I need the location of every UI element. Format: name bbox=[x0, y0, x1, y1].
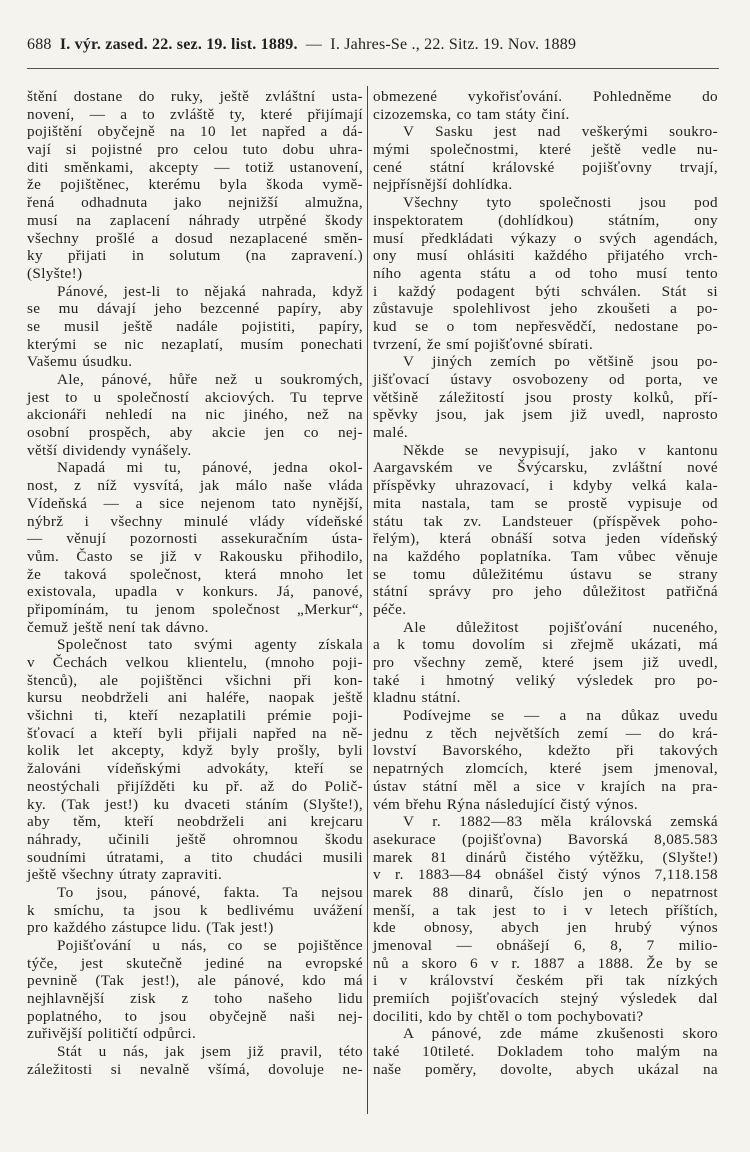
text-line: Společnost tato svými agenty získala bbox=[57, 636, 363, 654]
text-line: záležitosti si nevalně všímá, dovoluje ne- bbox=[27, 1060, 363, 1078]
text-line: osobní prospěch, aby akcie jen co nej- bbox=[27, 424, 363, 442]
text-line: mými společnostmi, které ještě vedle nu- bbox=[373, 141, 718, 159]
paragraph bbox=[373, 1025, 718, 1078]
text-line: na každého poplatníka. Tam vůbec věnuje bbox=[373, 547, 718, 565]
text-line: příspěvky uhrazovací, i kdyby velká kala- bbox=[373, 477, 718, 495]
text-line: marek 81 dinárů čistého výtěžku, (Slyšte!) bbox=[373, 848, 718, 866]
text-line: ního agenta státu a od toho musí tento bbox=[373, 264, 718, 282]
text-line: většině záležitostí jsou prosty kolků, pří- bbox=[373, 388, 718, 406]
text-line: Podívejme se — a na důkaz uvedu bbox=[403, 707, 718, 725]
text-line: pro všechny země, které jsem již uvedl, bbox=[373, 654, 718, 671]
text-line: diti směnkami, akcepty — totiž ustanovení, bbox=[27, 158, 363, 176]
text-line: novení, — a to zvláště ty, které přijímají bbox=[27, 105, 363, 123]
text-line: A pánové, zde máme zkušenosti skoro bbox=[403, 1025, 718, 1043]
running-header bbox=[27, 36, 717, 58]
header-czech: I. výr. zased. 22. sez. 19. list. 1889. bbox=[59, 36, 298, 53]
text-line: ony musí ohlásiti každého přijatého vrch- bbox=[373, 247, 718, 265]
text-line: spěvky jsou, jak jsem již uvedl, naprosto bbox=[373, 406, 718, 424]
page-number: 688 bbox=[27, 36, 52, 53]
text-line: Vašemu úsudku. bbox=[27, 353, 133, 371]
paragraph bbox=[27, 88, 363, 283]
text-line: vém břehu Rýna následující čistý výnos. bbox=[373, 795, 638, 813]
text-line: větší dividendy vynášely. bbox=[27, 441, 192, 459]
text-line: mita nastala, tam se prostě vypisuje od bbox=[373, 494, 718, 512]
text-line: marek 88 dinarů, číslo jen o nepatrnost bbox=[373, 883, 718, 901]
text-line: i každý podagent býti schválen. Stát si bbox=[373, 282, 718, 300]
text-line: péče. bbox=[373, 600, 407, 618]
paragraph bbox=[373, 813, 718, 1025]
paragraph bbox=[373, 442, 718, 619]
text-line: i v království českém při tak nízkých bbox=[373, 972, 718, 990]
text-line: menší, a tak jest to i v letech příštích, bbox=[373, 901, 718, 919]
text-line: Všechny tyto společnosti jsou pod bbox=[403, 194, 718, 212]
text-line: ústav státní měl a sice v krajích na pra- bbox=[373, 777, 718, 795]
text-line: kladnu státní. bbox=[373, 689, 461, 707]
text-line: všichni ti, kteří nezaplatili prémie poji- bbox=[27, 707, 363, 725]
text-line: vají si pojistné pro celou tuto dobu uhra- bbox=[27, 141, 363, 159]
text-line: vům. Často se již v Rakousku přihodilo, bbox=[27, 547, 363, 565]
text-line: všechny prošlé a dosud nezaplacené směn- bbox=[27, 229, 363, 247]
paragraph bbox=[373, 353, 718, 441]
text-line: naše poměry, dovolte, abych ukázal na bbox=[373, 1060, 718, 1078]
text-line: Aargavském ve Švýcarsku, zvláštní nové bbox=[373, 459, 718, 477]
text-line: obmezené vykořisťování. Pohledněme do bbox=[373, 88, 718, 105]
text-line: inspektoratem (dohlídkou) státním, ony bbox=[373, 211, 718, 229]
paragraph bbox=[27, 937, 363, 1043]
text-line: šťovací a kteří byli přijali napřed na ně- bbox=[27, 724, 363, 742]
text-line: a k tomu dovolím si zřejmě ukázati, má bbox=[373, 636, 718, 654]
text-line: To jsou, pánové, fakta. Ta nejsou bbox=[57, 883, 363, 901]
paragraph bbox=[27, 1043, 363, 1078]
text-line: kud se o tom nepřesvědčí, nedostane po- bbox=[373, 317, 718, 335]
text-line: se mu dávají jeho bezcenné papíry, aby bbox=[27, 300, 363, 318]
text-line: musí předkládati výkazy o svých agendách, bbox=[373, 229, 718, 247]
text-line: náhrady, učinili ještě ohromnou škodu bbox=[27, 830, 363, 848]
text-line: V Sasku jest nad veškerými soukro- bbox=[403, 123, 718, 141]
text-line: pevnině (Tak jest!), ale pánové, kdo má bbox=[27, 972, 363, 990]
text-line: dociliti, kdo by chtěl o tom pochybovati? bbox=[373, 1007, 644, 1025]
text-line: Pojišťování u nás, co se pojištěnce bbox=[57, 937, 363, 954]
text-line: nejpřísnější dohlídka. bbox=[373, 176, 513, 194]
text-line: štění dostane do ruky, ještě zvláštní usta- bbox=[27, 88, 363, 105]
text-line: Stát u nás, jak jsem již pravil, této bbox=[57, 1043, 363, 1061]
text-line: poplatného, to jsou obyčejně naši nej- bbox=[27, 1007, 363, 1025]
text-line: Pánové, jest-li to nějaká nahrada, když bbox=[57, 282, 363, 300]
text-line: Ale, pánové, hůře než u soukromých, bbox=[57, 371, 363, 388]
text-line: Vídeňská — a sice nejenom tato nynější, bbox=[27, 494, 363, 512]
text-line: štenců), ale pojištěnci všichni při kon- bbox=[27, 671, 363, 689]
text-line: zuřivější političtí odpůrci. bbox=[27, 1025, 197, 1043]
header-rule bbox=[27, 68, 719, 69]
text-line: se musil ještě nadále pojistiti, papíry, bbox=[27, 317, 363, 335]
text-line: (Slyšte!) bbox=[27, 264, 83, 282]
text-line: že pojištěnec, kterému byla škoda vymě- bbox=[27, 176, 363, 194]
text-line: nost, z níž vysvítá, jak málo naše vláda bbox=[27, 477, 363, 495]
text-line: jišťovací ústavy osvobozeny od porta, ve bbox=[373, 371, 718, 388]
text-line: řelým), která obnáší sotva jeden vídeňský bbox=[373, 530, 718, 548]
paragraph bbox=[27, 459, 363, 636]
text-line: kterými se nic nezaplatí, musím ponechati bbox=[27, 335, 363, 353]
text-line: ještě všechny útraty zapraviti. bbox=[27, 866, 223, 884]
text-line: jednu z těch největších zemí — do krá- bbox=[373, 724, 718, 742]
column-divider bbox=[367, 86, 368, 1114]
text-line: Ale důležitost pojišťování nuceného, bbox=[403, 618, 718, 636]
text-line: musí na zaplacení náhrady utrpěné škody bbox=[27, 211, 363, 229]
right-column bbox=[373, 88, 718, 1079]
paragraph bbox=[27, 371, 363, 459]
text-line: nýbrž i všechny minulé vlády vídeňské bbox=[27, 512, 363, 530]
text-line: žalováni vídeňskými advokáty, kteří se bbox=[27, 760, 363, 778]
left-column bbox=[27, 88, 363, 1079]
text-line: kolik let akcepty, když byly prošly, byli bbox=[27, 742, 363, 760]
text-line: cené státní královské pojišťovny trvají, bbox=[373, 158, 718, 176]
text-line: tvrzení, že smí pojišťovné sbírati. bbox=[373, 335, 594, 353]
text-line: ky. (Tak jest!) ku dvaceti stáním (Slyšte!), bbox=[27, 795, 363, 813]
text-line: lovství Bavorského, kdežto při takových bbox=[373, 742, 718, 760]
text-line: V r. 1882—83 měla královská zemská bbox=[403, 813, 718, 831]
text-line: zůstavuje spolehlivost jeho zkoušeti a po- bbox=[373, 300, 718, 318]
paragraph bbox=[373, 88, 718, 123]
text-line: Napadá mi tu, pánové, jedna okol- bbox=[57, 459, 363, 477]
text-line: že taková společnost, která mnoho let bbox=[27, 565, 363, 583]
text-line: jmenoval — obnášejí 6, 8, 7 milio- bbox=[373, 937, 718, 954]
text-line: neostýchali přijížděti ku př. až do Polič- bbox=[27, 777, 363, 795]
text-line: ky přijati in solutum (na zapravení.) bbox=[27, 247, 363, 265]
text-line: malé. bbox=[373, 424, 409, 442]
text-line: státu tak zv. Landsteuer (příspěvek poho- bbox=[373, 512, 718, 530]
text-line: akcionáři nehledí na nic jiného, než na bbox=[27, 406, 363, 424]
paragraph bbox=[373, 123, 718, 194]
text-line: v Čechách velkou klientelu, (mnoho poji- bbox=[27, 654, 363, 671]
text-line: čemuž ještě není tak dávno. bbox=[27, 618, 209, 636]
text-line: pro každého zástupce lidu. (Tak jest!) bbox=[27, 919, 274, 937]
paragraph bbox=[373, 619, 718, 707]
text-line: řená odhadnuta jako nejnižší almužna, bbox=[27, 194, 363, 212]
text-line: existovala, upadla v konkurs. Já, panové, bbox=[27, 583, 363, 601]
header-separator: — bbox=[305, 36, 323, 53]
text-line: V jiných zemích po většině jsou po- bbox=[403, 353, 718, 371]
paragraph bbox=[373, 194, 718, 353]
text-line: nepatrných zlomcích, které jsem jmenoval, bbox=[373, 760, 718, 778]
text-line: také i hmotný veliký výsledek pro po- bbox=[373, 671, 718, 689]
text-line: nů a skoro 6 v r. 1887 a 1888. Že by se bbox=[373, 954, 718, 972]
paragraph bbox=[373, 707, 718, 813]
text-line: týče, jest skutečně jediné na evropské bbox=[27, 954, 363, 972]
paragraph bbox=[27, 884, 363, 937]
text-line: k smíchu, ta jsou k bedlivému uvážení bbox=[27, 901, 363, 919]
text-line: v r. 1883—84 obnášel čistý výnos 7,118.158 bbox=[373, 866, 718, 884]
text-line: kde obnosy, abych jen hrubý výnos bbox=[373, 919, 718, 937]
text-line: Někde se nevypisují, jako v kantonu bbox=[403, 441, 718, 459]
text-line: připomínám, tu jenom společnost „Merkur“, bbox=[27, 600, 363, 618]
paragraph bbox=[27, 283, 363, 371]
paragraph bbox=[27, 636, 363, 884]
text-line: aby těm, kteří neobdrželi ani krejcaru bbox=[27, 813, 363, 831]
text-line: také 10tileté. Dokladem toho malým na bbox=[373, 1043, 718, 1061]
header-german: I. Jahres-Se ., 22. Sitz. 19. Nov. 1889 bbox=[330, 36, 577, 53]
text-line: kursu neobdrželi ani haléře, naopak ještě bbox=[27, 689, 363, 707]
text-line: premiích pojišťovacích stejný výsledek dal bbox=[373, 990, 718, 1008]
text-line: — věnují pozornosti assekuračním ústa- bbox=[27, 530, 363, 548]
text-line: se tomu důležitému ústavu se strany bbox=[373, 565, 718, 583]
text-line: asekurace (pojišťovna) Bavorská 8,085.583 bbox=[373, 830, 718, 848]
text-line: cizozemska, co tam státy činí. bbox=[373, 105, 570, 123]
text-line: nejhlavnější zisk z toho našeho lidu bbox=[27, 990, 363, 1008]
text-line: soudními útratami, a tito chudáci musili bbox=[27, 848, 363, 866]
text-line: pojištění obyčejně na 10 let napřed a dá- bbox=[27, 123, 363, 141]
text-line: jest to u společností akciových. Tu teprve bbox=[27, 388, 363, 406]
text-line: státní správy pro jeho důležitost patřičná bbox=[373, 583, 718, 601]
